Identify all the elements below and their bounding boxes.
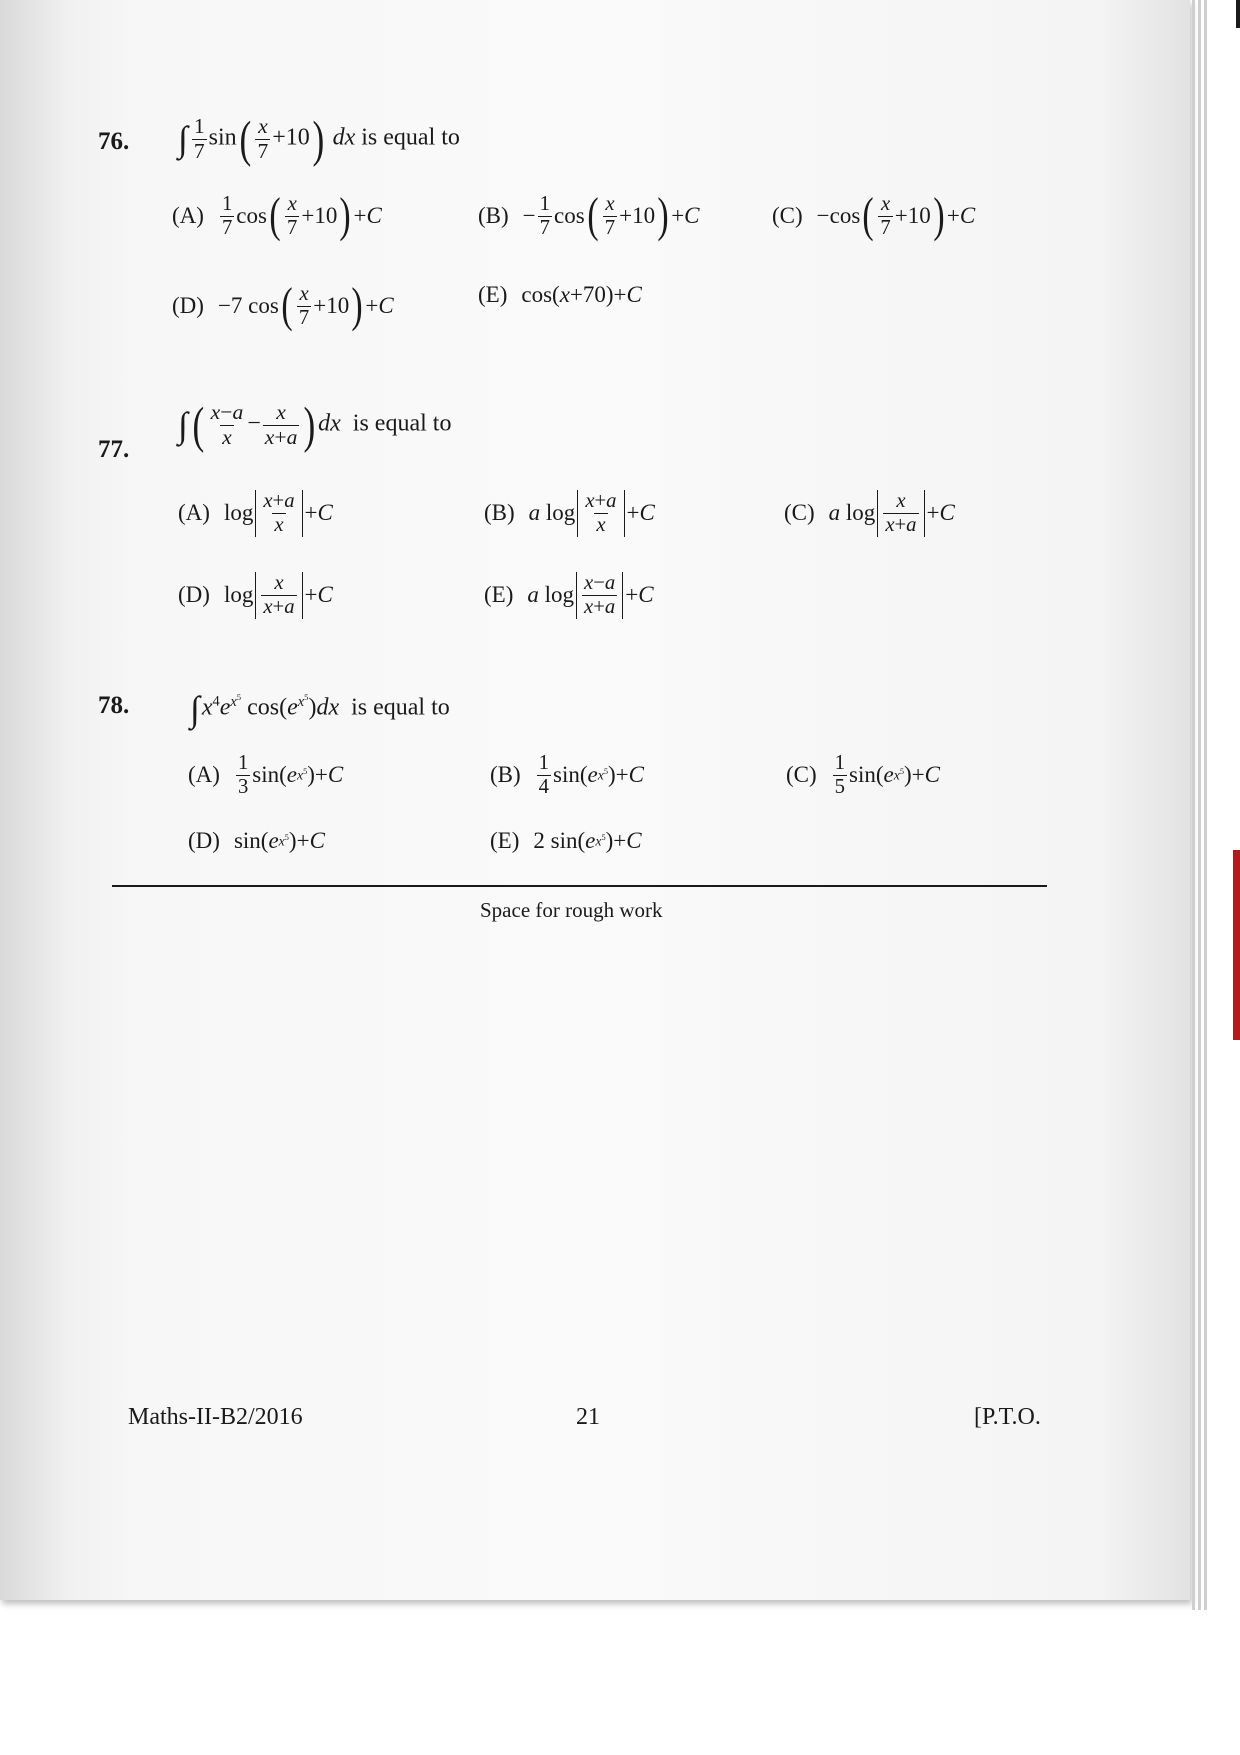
stem-suffix: is equal to: [351, 694, 450, 721]
stem-suffix: is equal to: [361, 124, 460, 151]
scan-edge-mark: [1236, 0, 1240, 28]
option-77-e: (E) a log $\frac{x-a}{x+a}$ + C: [484, 572, 654, 618]
option-77-d: (D) log $\frac{x}{x+a}$ + C: [178, 572, 333, 618]
option-76-e: (E) cos( x +70)+ C: [478, 282, 642, 307]
page-edge: [1192, 0, 1195, 1610]
option-76-d: (D) −7 cos ( $\frac{x}{7}$ +10 ) + C: [172, 279, 394, 332]
question-number: 78.: [98, 692, 130, 719]
footer-code: Maths-II-B2/2016: [128, 1404, 303, 1430]
option-78-d: (D) sin( e $x^5$ )+ C: [188, 828, 325, 853]
question-number: 76.: [98, 128, 130, 155]
footer-pto: [P.T.O.: [974, 1404, 1041, 1430]
option-77-b: (B) a log $\frac{x+a}{x}$ + C: [484, 490, 655, 536]
page-edge: [1198, 0, 1201, 1610]
page-edge: [1204, 0, 1207, 1610]
question-stem: ∫ $\frac{1}{7}$ sin( $\frac{x}{7}$ +10) dx is equal to: [178, 111, 460, 167]
option-77-a: (A) log $\frac{x+a}{x}$ + C: [178, 490, 333, 536]
option-78-b: (B) $\frac{1}{4}$ sin( e $x^5$ )+ C: [490, 752, 644, 798]
question-number: 77.: [98, 436, 130, 463]
question-stem: ∫( $\frac{x-a}{x}$ − $\frac{x}{x+a}$ ) dx is equal to: [178, 397, 452, 453]
option-77-c: (C) a log $\frac{x}{x+a}$ + C: [784, 490, 955, 536]
option-76-a: (A) $\frac{1}{7}$ cos ( $\frac{x}{7}$ +10 ) + C: [172, 189, 382, 242]
stem-suffix: is equal to: [352, 410, 452, 437]
option-78-a: (A) $\frac{1}{3}$ sin( e $x^5$ )+ C: [188, 752, 344, 798]
rough-work-label: Space for rough work: [480, 898, 663, 922]
option-78-c: (C) $\frac{1}{5}$ sin( e $x^5$ )+ C: [786, 752, 940, 798]
footer-page-number: 21: [576, 1404, 600, 1430]
scan-edge-mark: [1233, 850, 1240, 1040]
rough-work-divider: [112, 885, 1047, 887]
option-76-c: (C) −cos ( $\frac{x}{7}$ +10 ) + C: [772, 189, 976, 242]
question-stem: $\int x^4e^{x^5}$ $\cos(e^{x^5})dx$ is equal to: [190, 689, 450, 729]
option-76-b: (B) − $\frac{1}{7}$ cos ( $\frac{x}{7}$ +10 ) + C: [478, 189, 700, 242]
option-78-e: (E) 2 sin( e $x^5$ )+ C: [490, 828, 642, 853]
